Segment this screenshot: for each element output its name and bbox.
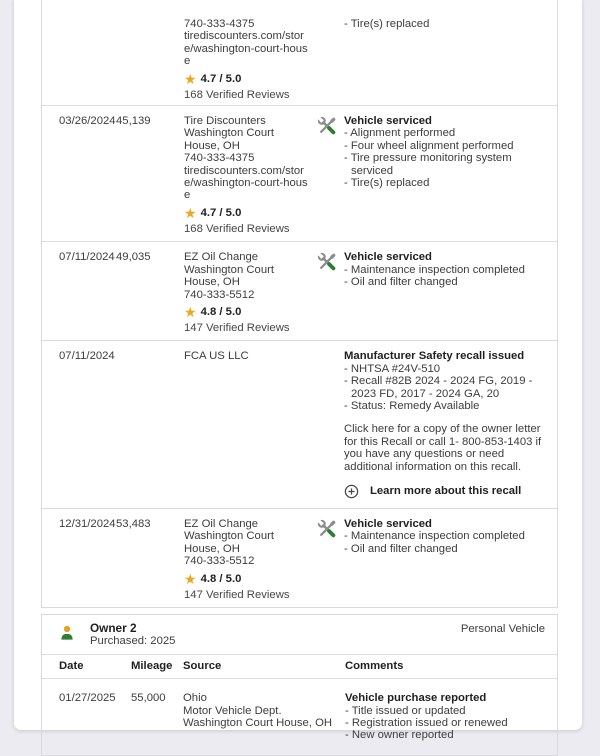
source-phone: 740-333-5512 (184, 555, 255, 568)
source-phone: 740-333-4375 (184, 18, 255, 30)
owner-header (42, 615, 557, 654)
source-name: EZ Oil Change (184, 517, 259, 530)
comment-item: - Maintenance inspection completed (344, 263, 525, 276)
comment-item: - Title issued or updated (345, 704, 466, 717)
purchase-record-row (42, 678, 557, 755)
verified-reviews[interactable]: 147 Verified Reviews (184, 588, 290, 601)
record-date: 03/26/2024 (59, 115, 116, 128)
rating-value: 4.8 / 5.0 (200, 306, 242, 319)
column-header-date: Date (59, 659, 84, 672)
comment-title: Vehicle serviced (344, 251, 432, 264)
record-mileage: 55,000 (131, 692, 166, 705)
record-mileage: 49,035 (116, 251, 151, 264)
service-record-row (42, 508, 557, 607)
star-icon: ★ (184, 71, 197, 88)
comment-item: - Maintenance inspection completed (344, 530, 525, 543)
comment-item: - Registration issued or renewed (345, 717, 508, 730)
verified-reviews[interactable]: 147 Verified Reviews (184, 321, 290, 334)
report-card (13, 0, 583, 742)
source-address: Washington Court House, OH (184, 127, 274, 152)
source-address: Washington Court House, OH (184, 530, 274, 555)
source-website-link[interactable]: tirediscounters.com/store/washington-court-house (184, 164, 308, 202)
comment-item: - Oil and filter changed (344, 276, 458, 289)
rating-value: 4.8 / 5.0 (200, 572, 242, 585)
wrench-screwdriver-icon (317, 252, 337, 272)
wrench-screwdriver-icon (317, 116, 337, 136)
owner-table-header (42, 654, 557, 678)
verified-reviews[interactable]: 168 Verified Reviews (184, 222, 290, 235)
comment-item: - NHTSA #24V-510 (344, 362, 441, 375)
comment-title: Vehicle purchase reported (345, 692, 487, 705)
source-name: Ohio (183, 692, 207, 705)
comment-title: Manufacturer Safety recall issued (344, 350, 525, 363)
comment-item: - Recall #82B 2024 - 2024 FG, 2019 - 2023 FD, 2017 - 2024 GA, 20 (344, 375, 533, 400)
record-date: 12/31/2024 (59, 517, 116, 530)
source-dept: Motor Vehicle Dept. (183, 704, 282, 717)
column-header-comments: Comments (345, 659, 404, 672)
service-record-row (42, 0, 557, 105)
owner-title: Owner 2 (90, 621, 137, 635)
comment-title: Vehicle serviced (344, 115, 432, 128)
source-phone: 740-333-4375 (184, 152, 255, 165)
source-name: FCA US LLC (184, 350, 249, 363)
comment-item: - Oil and filter changed (344, 542, 458, 555)
source-name: Tire Discounters (184, 115, 266, 128)
source-website-link[interactable]: tirediscounters.com/store/washington-court-house (184, 30, 308, 68)
comment-item: - Status: Remedy Available (344, 399, 480, 412)
comment-item: - Tire(s) replaced (344, 177, 430, 190)
service-record-row (42, 105, 557, 241)
record-date: 07/11/2024 (59, 350, 115, 363)
comment-item: - Tire(s) replaced (344, 18, 430, 30)
column-header-mileage: Mileage (131, 659, 173, 672)
service-record-row (42, 241, 557, 340)
recall-record-row (42, 340, 557, 508)
owner-2-section (41, 614, 558, 756)
record-mileage: 45,139 (116, 115, 151, 128)
recall-owner-letter-text: Click here for a copy of the owner letter for this Recall or call 1- 800-853-1403 if you have any questions or need additional information on this recall. (344, 423, 542, 473)
learn-more-recall-link[interactable] (344, 484, 545, 499)
source-address: Washington Court House, OH (184, 263, 274, 289)
rating-value: 4.7 / 5.0 (200, 207, 242, 220)
star-icon: ★ (184, 205, 197, 222)
vehicle-use-badge: Personal Vehicle (460, 623, 545, 635)
record-date: 01/27/2025 (59, 692, 116, 705)
verified-reviews[interactable]: 168 Verified Reviews (184, 88, 290, 101)
comment-item: - Tire pressure monitoring system serviced (344, 152, 512, 177)
comment-item: - Four wheel alignment performed (344, 139, 514, 152)
learn-more-label: Learn more about this recall (370, 485, 522, 498)
service-history-table (41, 0, 558, 608)
column-header-source: Source (183, 659, 222, 672)
rating-value: 4.7 / 5.0 (200, 72, 242, 85)
record-mileage: 53,483 (116, 517, 151, 530)
star-icon: ★ (184, 304, 197, 321)
wrench-screwdriver-icon (317, 519, 337, 539)
comment-item: - New owner reported (345, 729, 454, 742)
source-name: EZ Oil Change (184, 251, 259, 264)
record-date: 07/11/2024 (59, 251, 115, 264)
source-address: Washington Court House, OH (183, 717, 333, 730)
star-icon: ★ (184, 571, 197, 588)
person-icon (58, 624, 76, 643)
circle-plus-icon (344, 484, 359, 499)
comment-item: - Alignment performed (344, 127, 456, 140)
source-phone: 740-333-5512 (184, 288, 255, 301)
owner-purchased: Purchased: 2025 (90, 635, 176, 648)
comment-title: Vehicle serviced (344, 517, 432, 530)
